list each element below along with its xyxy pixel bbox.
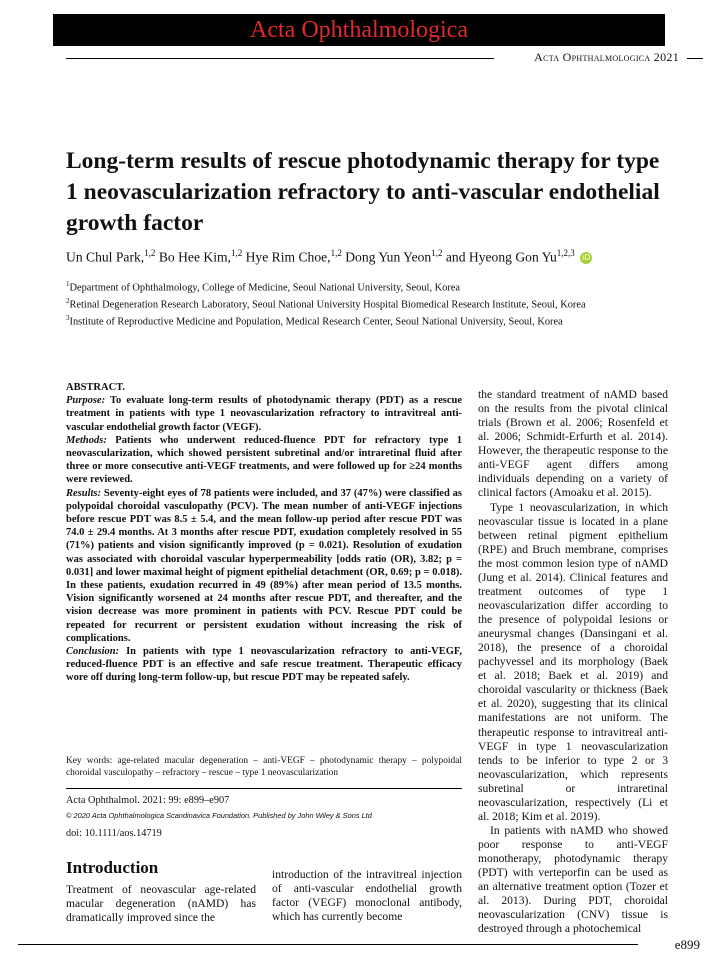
affiliation-sup: 2 xyxy=(66,297,70,306)
article-title: Long-term results of rescue photodynamic therapy for type 1 neovascularization refractory to anti-vascular endothelial growth factor xyxy=(66,148,660,236)
abstract-methods xyxy=(66,434,462,487)
author-name[interactable]: Bo Hee Kim, xyxy=(158,249,231,265)
running-head-dash xyxy=(687,58,703,59)
journal-banner: Acta Ophthalmologica xyxy=(53,14,665,46)
affiliation-text: Department of Ophthalmology, College of Medicine, Seoul National University, Seoul, Korea xyxy=(69,282,461,294)
footer-rule xyxy=(18,944,638,945)
affiliation-sup: 1 xyxy=(66,280,70,288)
methods-text: Patients who underwent reduced-fluence PDT for refractory type 1 neovascularization, which showed persistent subretinal and/or intraretinal fluid after three or more consecutive anti-VEGF treatments, and were followed up for ≥24 months were reviewed. xyxy=(66,434,462,486)
doi-link[interactable]: doi: 10.1111/aos.14719 xyxy=(66,828,162,839)
author-name[interactable]: Dong Yun Yeon xyxy=(345,249,432,265)
affiliation-text: Institute of Reproductive Medicine and Population, Medical Research Center, Seoul National University, Seoul, Korea xyxy=(69,316,563,328)
affiliation xyxy=(66,312,686,329)
affiliations xyxy=(66,278,686,329)
abstract-results xyxy=(66,487,462,645)
body-paragraph: Type 1 neovascularization, in which neovascular tissue is located in a plane between retinal pigment epithelium (RPE) and Bruch membrane, comprises the most common lesion type of nAMD (Jung et al. 2014). Clinical features and treatment outcomes of type 1 neovascularization differ according to the presence of polypoidal lesions or aneurysmal changes (Dansingani et al. 2018), the presence of a choroidal pachyvessel and its morphology (Baek et al. 2018; Baek et al. 2019) and choroidal vascularity or thickness (Baek et al. 2020), suggesting that its clinical manifestations are not uniform. The therapeutic response to intravitreal anti-VEGF in type 1 neovascularization tends to be inferior to type 2 or 3 neovascularization, which represents subretinal or intraretinal neovascularization, respectively (Li et al. 2018; Kim et al. 2019). xyxy=(478,500,668,823)
header-rule xyxy=(66,58,494,59)
keywords-rule xyxy=(66,788,462,789)
running-head-text: Acta Ophthalmologica 2021 xyxy=(534,50,679,64)
author-affil-sup: 1,2 xyxy=(144,248,156,258)
conclusion-label: Conclusion: xyxy=(66,646,120,658)
intro-column-1: Treatment of neovascular age-related macular degeneration (nAMD) has dramatically improved since the xyxy=(66,883,256,924)
purpose-label: Purpose: xyxy=(66,395,106,407)
methods-label: Methods: xyxy=(66,434,107,446)
results-text: Seventy-eight eyes of 78 patients were included, and 37 (47%) were classified as polypoidal choroidal vasculopathy (PCV). The mean number of anti-VEGF injections before rescue PDT was 8.5 ± 5.4, and the mean follow-up period after rescue PDT was 74.0 ± 29.4 months. At 3 months after rescue PDT, exudation completely resolved in 55 (71%) patients and vision significantly improved (p = 0.021). Resolution of exudation was associated with choroidal vascular hyperpermeability [odds ratio (OR), 3.82; p = 0.031] and lower maximal height of pigment epithelial detachment (OR, 0.69; p = 0.018). In these patients, exudation recurred in 49 (89%) after mean period of 13.5 months. Vision significantly worsened at 24 months after rescue PDT, and thereafter, and the vision decrease was more prominent in patients with PCV. Rescue PDT could be repeated for recurrent or persistent exudation without increasing the risk of complications. xyxy=(66,487,462,644)
body-paragraph: the standard treatment of nAMD based on the results from the pivotal clinical trials (Brown et al. 2006; Rosenfeld et al. 2006; Schmidt-Erfurth et al. 2014). However, the therapeutic response to the anti-VEGF agent differs among individuals depending on a variety of clinical factors (Amoaku et al. 2015). xyxy=(478,388,668,500)
conclusion-text: In patients with type 1 neovascularization refractory to anti-VEGF, reduced-fluence PDT is an effective and safe rescue treatment. Therapeutic efficacy wore off during long-term follow-up, but rescue PDT may be repeated safely. xyxy=(66,646,462,684)
author-affil-sup: 1,2 xyxy=(330,248,342,258)
section-heading-introduction: Introduction xyxy=(66,858,159,877)
orcid-icon[interactable]: iD xyxy=(581,253,591,263)
intro-column-2: introduction of the intravitreal injection of anti-vascular endothelial growth factor (VEGF) monoclonal antibody, which has currently become xyxy=(272,868,462,923)
page-number: e899 xyxy=(674,937,700,952)
affiliation xyxy=(66,278,686,295)
purpose-text: To evaluate long-term results of photodynamic therapy (PDT) as a rescue treatment in patients with type 1 neovascularization refractory to intravitreal anti-vascular endothelial growth factor (VEGF). xyxy=(66,395,462,433)
abstract xyxy=(66,381,462,685)
running-head xyxy=(534,50,703,65)
keywords: Key words: age-related macular degeneration – anti-VEGF – photodynamic therapy – polypoidal choroidal vasculopathy – refractory – rescue – type 1 neovascularization xyxy=(66,756,462,779)
body-paragraph: In patients with nAMD who showed poor response to anti-VEGF monotherapy, photodynamic therapy (PDT) with verteporfin can be used as an alternative treatment option (Tozer et al. 2013). During PDT, choroidal neovascularization (CNV) tissue is destroyed through a photochemical xyxy=(478,823,668,936)
abstract-purpose xyxy=(66,394,462,434)
affiliation-text: Retinal Degeneration Research Laboratory, Seoul National University Hospital Biomedical Research Institute, Seoul, Korea xyxy=(69,299,586,311)
copyright: © 2020 Acta Ophthalmologica Scandinavica Foundation. Published by John Wiley & Sons Ltd xyxy=(66,811,372,820)
author-name[interactable]: and Hyeong Gon Yu xyxy=(445,249,557,265)
author-affil-sup: 1,2 xyxy=(431,248,443,258)
citation: Acta Ophthalmol. 2021: 99: e899–e907 xyxy=(66,795,230,806)
author-affil-sup: 1,2 xyxy=(230,248,243,258)
affiliation-sup: 3 xyxy=(66,314,70,323)
author-name[interactable]: Un Chul Park, xyxy=(66,249,145,265)
body-column-3 xyxy=(478,388,668,936)
results-label: Results: xyxy=(66,487,102,499)
author-list xyxy=(66,248,686,266)
abstract-heading: ABSTRACT. xyxy=(66,382,126,393)
author-name[interactable]: Hye Rim Choe, xyxy=(245,249,331,265)
affiliation xyxy=(66,295,686,312)
author-affil-sup: 1,2,3 xyxy=(556,248,575,258)
abstract-conclusion xyxy=(66,645,462,685)
